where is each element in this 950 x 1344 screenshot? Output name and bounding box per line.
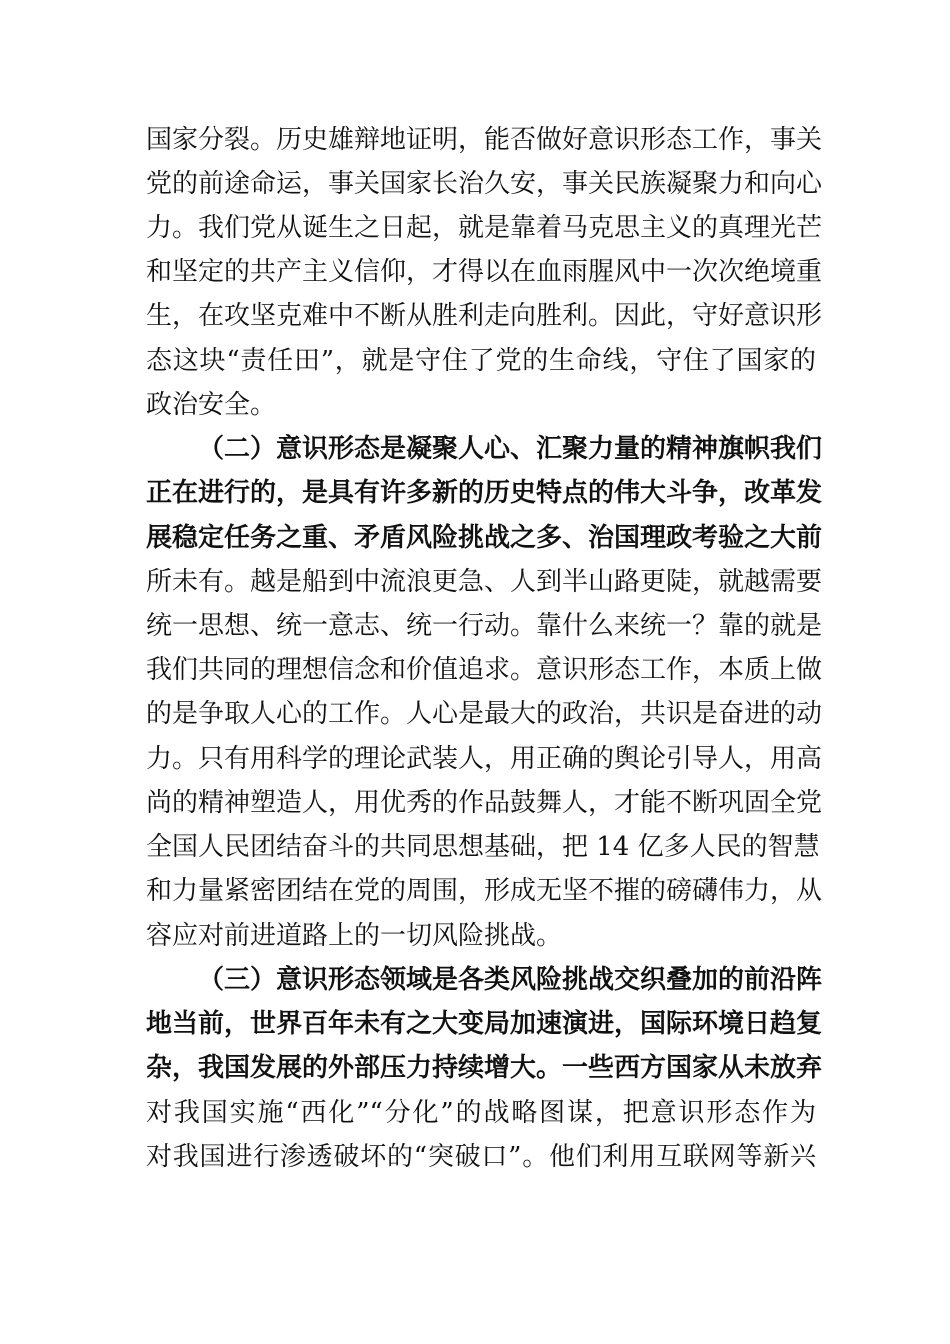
section-heading-line: 地当前，世界百年未有之大变局加速演进，国际环境日趋复 (146, 1009, 823, 1039)
text-line: 尚的精神塑造人，用优秀的作品鼓舞人，才能不断巩固全党 (146, 788, 823, 818)
text-line: 所未有。越是船到中流浪更急、人到半山路更陡，就越需要 (146, 567, 823, 597)
text-line: 对我国进行渗透破坏的“突破口”。他们利用互联网等新兴 (146, 1142, 816, 1172)
section-heading-line: 展稳定任务之重、矛盾风险挑战之多、治国理政考验之大前 (146, 523, 823, 553)
text-line: 全国人民团结奋斗的共同思想基础，把 14 亿多人民的智慧 (146, 832, 820, 862)
text-line: 党的前途命运，事关国家长治久安，事关民族凝聚力和向心 (146, 169, 823, 199)
text-line: 生，在攻坚克难中不断从胜利走向胜利。因此，守好意识形 (146, 301, 823, 331)
text-line: 力。只有用科学的理论武装人，用正确的舆论引导人，用高 (146, 744, 823, 774)
text-line: 统一思想、统一意志、统一行动。靠什么来统一？靠的就是 (146, 611, 823, 641)
text-line: 国家分裂。历史雄辩地证明，能否做好意识形态工作，事关 (146, 125, 823, 155)
text-line: 政治安全。 (146, 390, 277, 420)
section-heading-line: 正在进行的，是具有许多新的历史特点的伟大斗争，改革发 (146, 478, 823, 508)
section-heading-line: （二）意识形态是凝聚人心、汇聚力量的精神旗帜我们 (198, 434, 823, 464)
text-line: 和坚定的共产主义信仰，才得以在血雨腥风中一次次绝境重 (146, 257, 823, 287)
section-heading-line: 杂，我国发展的外部压力持续增大。一些西方国家从未放弃 (146, 1053, 823, 1083)
text-line: 态这块“责任田”，就是守住了党的生命线，守住了国家的 (146, 346, 816, 376)
text-line: 力。我们党从诞生之日起，就是靠着马克思主义的真理光芒 (146, 213, 823, 243)
text-line: 我们共同的理想信念和价值追求。意识形态工作，本质上做 (146, 655, 823, 685)
text-line: 对我国实施“西化”“分化”的战略图谋，把意识形态作为 (146, 1098, 816, 1128)
text-line: 容应对前进道路上的一切风险挑战。 (146, 921, 563, 951)
text-line: 和力量紧密团结在党的周围，形成无坚不摧的磅礴伟力，从 (146, 876, 823, 906)
text-line: 的是争取人心的工作。人心是最大的政治，共识是奋进的动 (146, 699, 823, 729)
section-heading-line: （三）意识形态领域是各类风险挑战交织叠加的前沿阵 (198, 965, 823, 995)
